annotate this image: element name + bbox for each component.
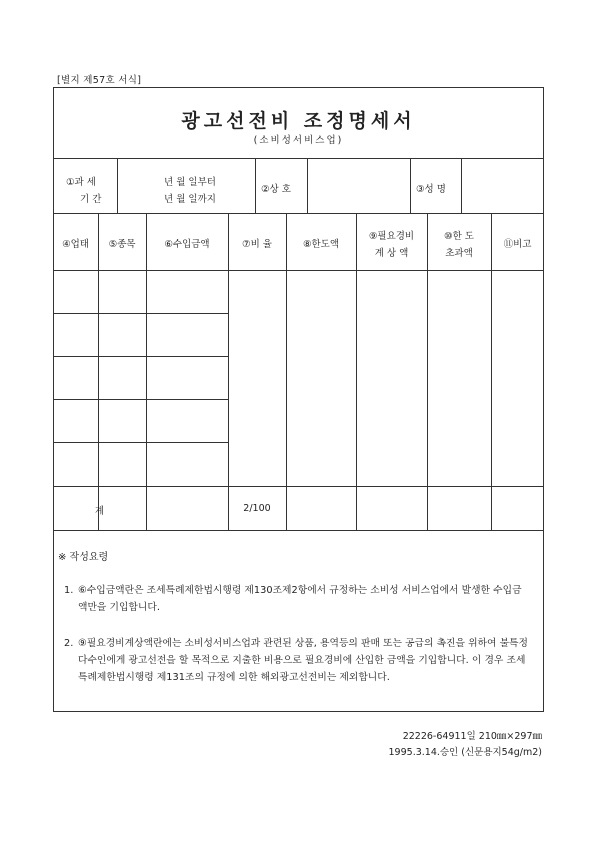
info-divider (410, 158, 411, 213)
note-number: 1. (64, 585, 74, 596)
divider-header (53, 270, 544, 271)
col-header-required: ⑨필요경비 (368, 231, 415, 242)
company-name-label: ②상 호 (261, 184, 291, 195)
row-divider (53, 313, 228, 314)
note-number: 2. (64, 638, 74, 649)
col-divider (98, 213, 99, 530)
col-divider (356, 213, 357, 530)
col-divider (286, 213, 287, 530)
info-divider (255, 158, 256, 213)
col-header-business-type: ④업태 (62, 239, 89, 250)
col-divider (228, 213, 229, 530)
total-rate: 2/100 (243, 503, 271, 514)
info-divider (461, 158, 462, 213)
representative-name-label: ③성 명 (416, 184, 446, 195)
col-header-excess-2: 초과액 (445, 248, 473, 259)
divider-total (53, 486, 544, 487)
note-text: ⑨필요경비계상액란에는 소비성서비스업과 관련된 상품, 용역등의 판매 또는 공급의 촉진을 위하여 불특정 다수인에게 광고선전을 할 목적으로 지출한 비용으로 필요경비에 산입한 금액을 기입합니다. 이 경우 조세특례제한법시행령 제131조의 규정에 의한 해외광고선전비는 제외합니다. (78, 638, 528, 683)
divider-title (53, 158, 544, 159)
tax-period-label: ①과 세 (66, 177, 96, 188)
total-label: 계 (94, 506, 105, 517)
col-header-category: ⑤종목 (108, 239, 136, 250)
row-divider (53, 399, 228, 400)
row-divider (53, 356, 228, 357)
date-to-field[interactable]: 년 월 일까지 (164, 194, 216, 205)
col-header-rate: ⑦비 율 (242, 239, 272, 250)
date-from-field[interactable]: 년 월 일부터 (164, 177, 216, 188)
form-approval-info: 1995.3.14.승인 (신문용지54g/m2) (388, 747, 542, 758)
col-header-income: ⑥수입금액 (164, 239, 210, 250)
col-header-excess: ⑩한 도 (444, 231, 474, 242)
note-text: ⑥수입금액란은 조세특례제한법시행령 제130조제2항에서 규정하는 소비성 서비스업에서 발생한 수입금액만을 기입합니다. (78, 585, 522, 613)
info-divider (117, 158, 118, 213)
row-divider (53, 442, 228, 443)
tax-period-label-2: 기 간 (80, 194, 102, 205)
form-print-spec: 22226-64911일 210㎜×297㎜ (402, 731, 542, 742)
col-header-required-2: 계 상 액 (374, 248, 409, 259)
col-divider (491, 213, 492, 530)
notes-heading: ※ 작성요령 (58, 552, 109, 563)
divider-info (53, 213, 544, 214)
col-header-remarks: ⑪비고 (503, 239, 532, 250)
divider-table-end (53, 530, 544, 531)
col-header-limit: ⑧한도액 (302, 239, 340, 250)
col-divider (146, 213, 147, 530)
form-title: 광고선전비 조정명세서 (181, 110, 416, 132)
form-number-label: [별지 제57호 서식] (57, 75, 142, 86)
info-divider (307, 158, 308, 213)
form-subtitle: (소비성서비스업) (253, 135, 344, 146)
note-item (64, 582, 534, 616)
note-item (64, 635, 534, 705)
col-divider (427, 213, 428, 530)
